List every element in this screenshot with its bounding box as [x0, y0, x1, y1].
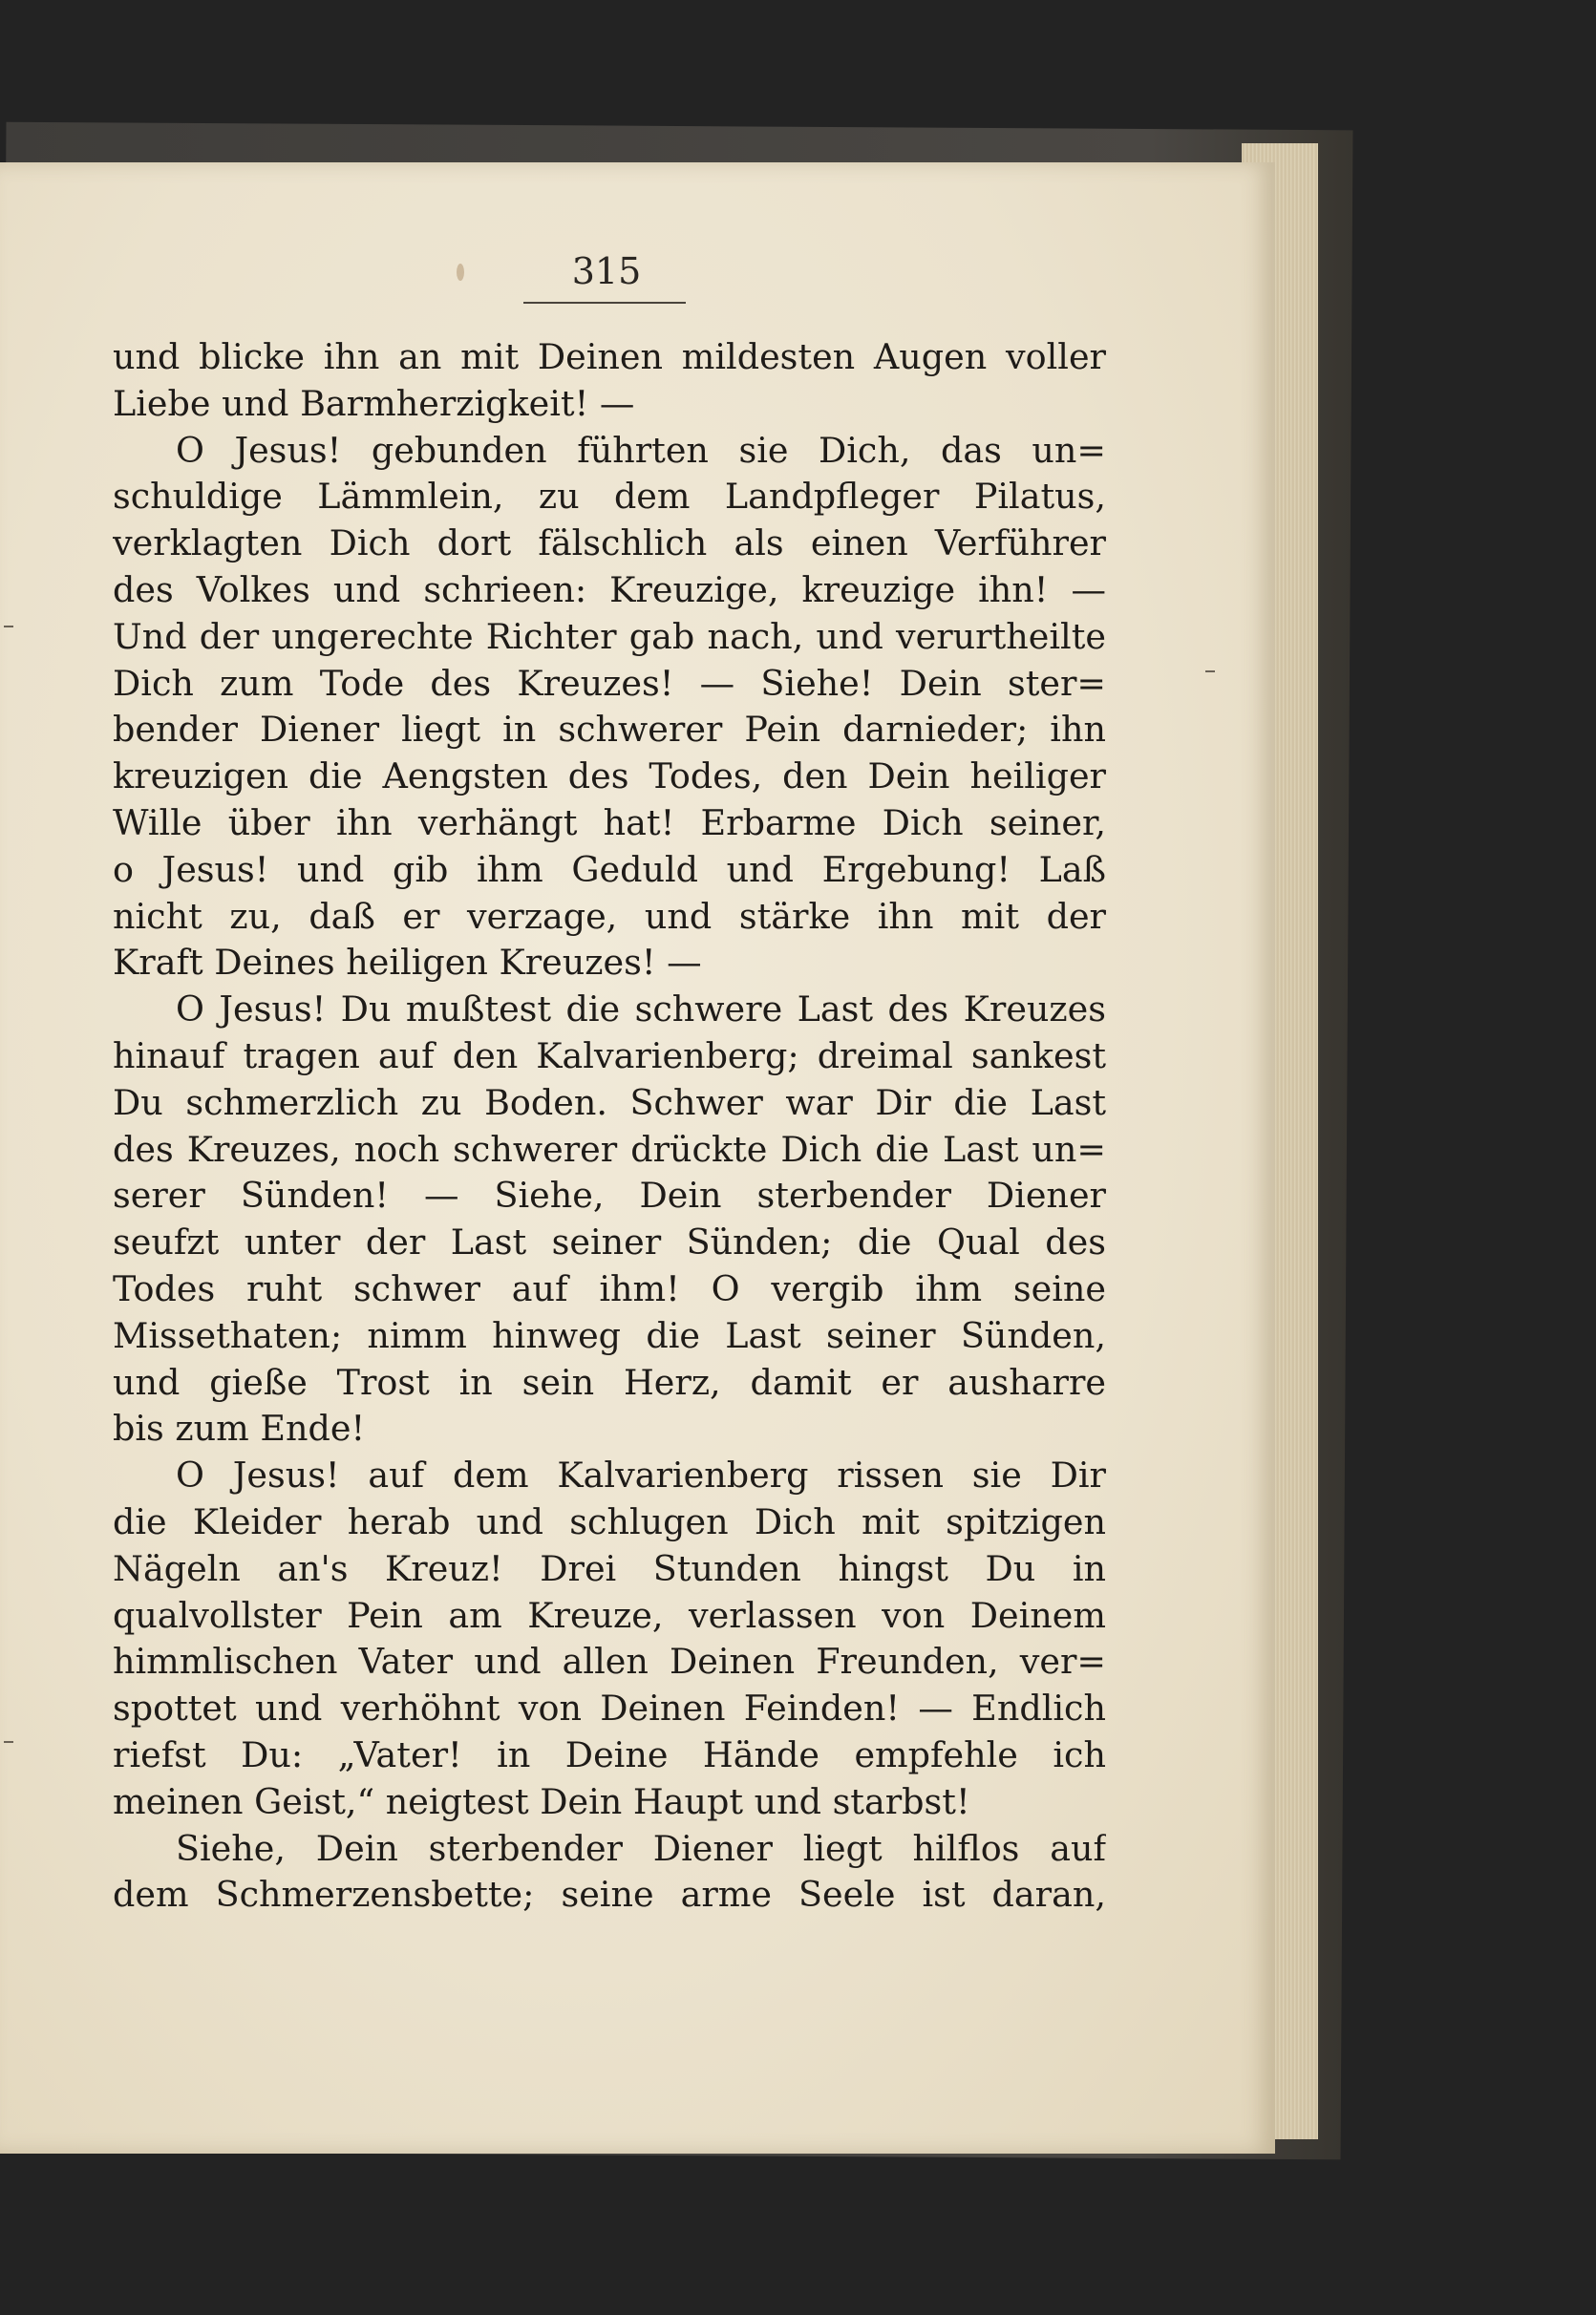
- text-line: kreuzigen die Aengsten des Todes, den Dein heiliger: [113, 755, 1106, 797]
- text-line: Siehe, Dein sterbender Diener liegt hilflos auf: [176, 1827, 1106, 1869]
- text-line: nicht zu, daß er verzage, und stärke ihn mit der: [113, 895, 1106, 937]
- margin-mark: [4, 626, 13, 627]
- text-line: Du schmerzlich zu Boden. Schwer war Dir die Last: [113, 1081, 1106, 1123]
- text-line: Missethaten; nimm hinweg die Last seiner Sünden,: [113, 1314, 1106, 1356]
- header-rule: [523, 302, 686, 304]
- body-text: [113, 334, 1106, 1919]
- page-number: 315: [571, 250, 642, 292]
- text-line: und blicke ihn an mit Deinen mildesten Augen voller: [113, 336, 1106, 377]
- text-line: O Jesus! gebunden führten sie Dich, das un=: [176, 429, 1106, 471]
- text-line: serer Sünden! — Siehe, Dein sterbender Diener: [113, 1175, 1106, 1217]
- text-line: meinen Geist,“ neigtest Dein Haupt und starbst!: [113, 1780, 970, 1822]
- text-line: O Jesus! auf dem Kalvarienberg rissen sie Dir: [176, 1455, 1106, 1497]
- text-line: des Volkes und schrieen: Kreuzige, kreuzige ihn! —: [113, 568, 1106, 610]
- text-line: dem Schmerzensbette; seine arme Seele ist daran,: [113, 1874, 1106, 1916]
- text-line: himmlischen Vater und allen Deinen Freunden, ver=: [113, 1641, 1106, 1683]
- text-line: Todes ruht schwer auf ihm! O vergib ihm seine: [113, 1267, 1106, 1309]
- text-line: Und der ungerechte Richter gab nach, und verurtheilte: [113, 615, 1106, 657]
- text-line: schuldige Lämmlein, zu dem Landpfleger Pilatus,: [113, 476, 1106, 518]
- text-line: O Jesus! Du mußtest die schwere Last des Kreuzes: [176, 988, 1106, 1030]
- text-line: hinauf tragen auf den Kalvarienberg; dreimal sankest: [113, 1034, 1106, 1076]
- text-line: verklagten Dich dort fälschlich als einen Verführer: [113, 522, 1106, 564]
- text-line: o Jesus! und gib ihm Geduld und Ergebung! Laß: [113, 848, 1106, 890]
- text-line: seufzt unter der Last seiner Sünden; die Qual des: [113, 1221, 1106, 1264]
- margin-mark: [1205, 670, 1215, 672]
- text-line: Wille über ihn verhängt hat! Erbarme Dich seiner,: [113, 801, 1106, 843]
- margin-mark: [4, 1741, 13, 1743]
- text-line: Nägeln an's Kreuz! Drei Stunden hingst Du in: [113, 1547, 1106, 1589]
- text-line: die Kleider herab und schlugen Dich mit spitzigen: [113, 1500, 1106, 1542]
- text-line: bis zum Ende!: [113, 1408, 366, 1450]
- text-line: qualvollster Pein am Kreuze, verlassen von Deinem: [113, 1594, 1106, 1636]
- text-line: des Kreuzes, noch schwerer drückte Dich die Last un=: [113, 1128, 1106, 1170]
- text-line: und gieße Trost in sein Herz, damit er ausharre: [113, 1361, 1106, 1403]
- text-line: riefst Du: „Vater! in Deine Hände empfehle ich: [113, 1733, 1106, 1775]
- text-line: bender Diener liegt in schwerer Pein darnieder; ihn: [113, 709, 1106, 751]
- text-line: spottet und verhöhnt von Deinen Feinden! — Endlich: [113, 1688, 1106, 1730]
- text-line: Kraft Deines heiligen Kreuzes! —: [113, 942, 702, 984]
- text-line: Liebe und Barmherzigkeit! —: [113, 382, 635, 424]
- text-line: Dich zum Tode des Kreuzes! — Siehe! Dein ster=: [113, 662, 1106, 704]
